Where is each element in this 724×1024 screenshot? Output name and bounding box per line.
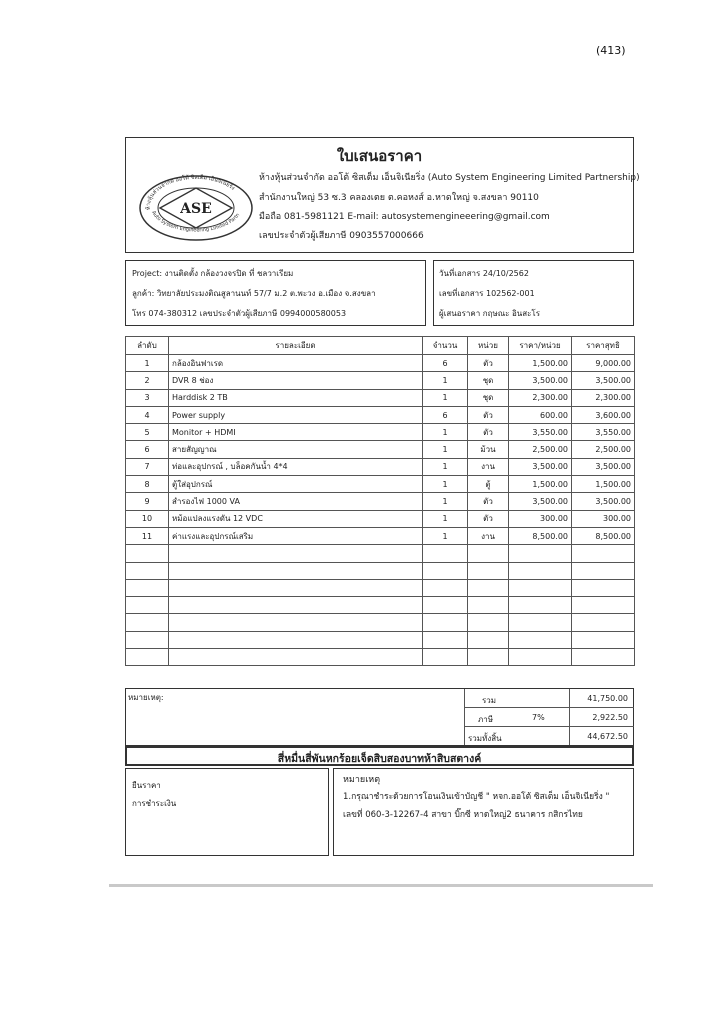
cell-net-price: 9,000.00	[572, 355, 635, 372]
cell-description: Power supply	[169, 406, 423, 423]
cell-net-price: 1,500.00	[572, 476, 635, 493]
cell-net-price: 8,500.00	[572, 527, 635, 544]
col-header-unit-price: ราคา/หน่วย	[509, 337, 572, 355]
empty-cell	[468, 545, 509, 562]
empty-cell	[126, 579, 169, 596]
cell-qty: 1	[423, 476, 468, 493]
page-number: (413)	[596, 44, 626, 57]
cell-unit: ตัว	[468, 355, 509, 372]
cell-no: 2	[126, 372, 169, 389]
table-empty-row	[126, 562, 635, 579]
col-header-net-price: ราคาสุทธิ	[572, 337, 635, 355]
cell-description: ค่าแรงและอุปกรณ์เสริม	[169, 527, 423, 544]
cell-description: Harddisk 2 TB	[169, 389, 423, 406]
cell-no: 4	[126, 406, 169, 423]
price-validity-label: ยืนราคา	[132, 781, 161, 790]
cell-qty: 1	[423, 527, 468, 544]
cell-unit-price: 3,550.00	[509, 424, 572, 441]
note-title: หมายเหตุ	[343, 775, 381, 785]
cell-description: สำรองไฟ 1000 VA	[169, 493, 423, 510]
empty-cell	[572, 579, 635, 596]
grand-total-value: 44,672.50	[587, 732, 628, 741]
cell-unit-price: 600.00	[509, 406, 572, 423]
empty-cell	[423, 545, 468, 562]
subtotal-label: รวม	[482, 696, 497, 705]
cell-description: DVR 8 ช่อง	[169, 372, 423, 389]
empty-cell	[423, 579, 468, 596]
doc-date: วันที่เอกสาร 24/10/2562	[439, 269, 529, 278]
empty-cell	[572, 614, 635, 631]
empty-cell	[126, 649, 169, 666]
project-line: Project: งานติดตั้ง กล้องวงจรปิด ที่ ชลวาเรียม	[132, 269, 294, 278]
cell-description: ตู้ใส่อุปกรณ์	[169, 476, 423, 493]
cell-unit-price: 1,500.00	[509, 476, 572, 493]
table-row	[126, 424, 635, 441]
empty-cell	[509, 597, 572, 614]
logo-text: ASE	[180, 201, 212, 217]
cell-qty: 1	[423, 441, 468, 458]
logo-ring-top-text: ห้างหุ้นส่วนจำกัด ออโต้ ซิสเต็ม เอ็นจิเนียริ่ง	[145, 174, 236, 211]
cell-qty: 1	[423, 424, 468, 441]
empty-cell	[468, 597, 509, 614]
logo-ring-bottom-text: Auto System Engineering Limited Partn	[150, 209, 242, 234]
empty-cell	[169, 579, 423, 596]
document-title: ใบเสนอราคา	[336, 147, 423, 165]
company-header	[125, 137, 640, 253]
amount-in-words: สี่หมื่นสี่พันหกร้อยเจ็ดสิบสองบาทห้าสิบสตางค์	[277, 753, 482, 765]
cell-unit: งาน	[468, 458, 509, 475]
cell-unit-price: 300.00	[509, 510, 572, 527]
amount-in-words-box	[125, 746, 634, 766]
cell-description: Monitor + HDMI	[169, 424, 423, 441]
note-line-2: เลขที่ 060-3-12267-4 สาขา บิ๊กซี หาดใหญ่2 ธนาคาร กสิกรไทย	[343, 810, 583, 820]
cell-no: 9	[126, 493, 169, 510]
cell-net-price: 2,300.00	[572, 389, 635, 406]
empty-cell	[572, 562, 635, 579]
empty-cell	[468, 631, 509, 648]
empty-cell	[509, 631, 572, 648]
table-empty-row	[126, 614, 635, 631]
cell-qty: 1	[423, 510, 468, 527]
empty-cell	[572, 597, 635, 614]
cell-description: สายสัญญาณ	[169, 441, 423, 458]
customer-line: ลูกค้า: วิทยาลัยประมงติณสูลานนท์ 57/7 ม.2 ต.พะวง อ.เมือง จ.สงขลา	[132, 289, 376, 298]
table-empty-row	[126, 579, 635, 596]
cell-description: ท่อและอุปกรณ์ , บล็อคกันน้ำ 4*4	[169, 458, 423, 475]
empty-cell	[169, 649, 423, 666]
cell-unit-price: 2,300.00	[509, 389, 572, 406]
cell-unit: ชุด	[468, 389, 509, 406]
cell-unit: ตัว	[468, 424, 509, 441]
empty-cell	[126, 631, 169, 648]
subtotal-value: 41,750.00	[587, 694, 628, 703]
empty-cell	[126, 597, 169, 614]
empty-cell	[423, 649, 468, 666]
document-info	[433, 260, 634, 326]
cell-unit-price: 1,500.00	[509, 355, 572, 372]
col-header-description: รายละเอียด	[169, 337, 423, 355]
remark-label: หมายเหตุ:	[128, 693, 164, 702]
payment-terms-label: การชำระเงิน	[132, 799, 177, 808]
cell-unit: ตัว	[468, 406, 509, 423]
empty-cell	[509, 614, 572, 631]
cell-no: 7	[126, 458, 169, 475]
empty-cell	[572, 631, 635, 648]
cell-net-price: 3,600.00	[572, 406, 635, 423]
empty-cell	[468, 579, 509, 596]
cell-qty: 1	[423, 372, 468, 389]
empty-cell	[169, 597, 423, 614]
table-empty-row	[126, 649, 635, 666]
cell-no: 3	[126, 389, 169, 406]
cell-unit: ชุด	[468, 372, 509, 389]
table-row	[126, 372, 635, 389]
cell-no: 1	[126, 355, 169, 372]
table-row	[126, 458, 635, 475]
empty-cell	[423, 562, 468, 579]
cell-no: 8	[126, 476, 169, 493]
customer-phone-line: โทร 074-380312 เลขประจำตัวผู้เสียภาษี 0994000580053	[132, 309, 347, 318]
table-row	[126, 527, 635, 544]
empty-cell	[423, 614, 468, 631]
empty-cell	[126, 545, 169, 562]
table-row	[126, 389, 635, 406]
cell-unit-price: 2,500.00	[509, 441, 572, 458]
doc-number: เลขที่เอกสาร 102562-001	[439, 289, 535, 298]
cell-unit-price: 3,500.00	[509, 372, 572, 389]
table-empty-row	[126, 545, 635, 562]
table-header-row	[126, 337, 635, 355]
empty-cell	[169, 562, 423, 579]
cell-net-price: 3,550.00	[572, 424, 635, 441]
table-row	[126, 441, 635, 458]
cell-qty: 1	[423, 389, 468, 406]
cell-description: หม้อแปลงแรงดัน 12 VDC	[169, 510, 423, 527]
cell-qty: 6	[423, 406, 468, 423]
empty-cell	[126, 562, 169, 579]
col-header-no: ลำดับ	[126, 337, 169, 355]
company-contact: มือถือ 081-5981121 E-mail: autosystemengineeering@gmail.com	[259, 212, 550, 222]
cell-net-price: 2,500.00	[572, 441, 635, 458]
table-row	[126, 510, 635, 527]
empty-cell	[126, 614, 169, 631]
cell-unit: ตัว	[468, 510, 509, 527]
doc-proposer: ผู้เสนอราคา กฤษณะ อินสะโร	[439, 309, 541, 318]
table-empty-row	[126, 631, 635, 648]
empty-cell	[468, 614, 509, 631]
cell-net-price: 3,500.00	[572, 458, 635, 475]
table-row	[126, 406, 635, 423]
col-header-unit: หน่วย	[468, 337, 509, 355]
empty-cell	[572, 545, 635, 562]
cell-unit-price: 3,500.00	[509, 493, 572, 510]
empty-cell	[509, 649, 572, 666]
cell-net-price: 300.00	[572, 510, 635, 527]
cell-net-price: 3,500.00	[572, 493, 635, 510]
empty-cell	[423, 631, 468, 648]
cell-unit: ม้วน	[468, 441, 509, 458]
cell-qty: 1	[423, 493, 468, 510]
cell-unit-price: 8,500.00	[509, 527, 572, 544]
cell-description: กล้องอินฟาเรด	[169, 355, 423, 372]
company-name: ห้างหุ้นส่วนจำกัด ออโต้ ซิสเต็ม เอ็นจิเนียริ่ง (Auto System Engineering Limited Partnership)	[259, 173, 640, 183]
cell-unit: ตัว	[468, 493, 509, 510]
empty-cell	[509, 545, 572, 562]
empty-cell	[468, 562, 509, 579]
vat-label: ภาษี	[478, 715, 494, 724]
empty-cell	[169, 545, 423, 562]
totals-section	[125, 688, 634, 746]
grand-total-label: รวมทั้งสิ้น	[468, 734, 502, 743]
company-logo	[136, 172, 256, 246]
cell-no: 11	[126, 527, 169, 544]
note-line-1: 1.กรุณาชำระด้วยการโอนเงินเข้าบัญชี " หจก.ออโต้ ซิสเต็ม เอ็นจิเนียริ่ง "	[343, 792, 610, 802]
empty-cell	[572, 649, 635, 666]
company-address: สำนักงานใหญ่ 53 ซ.3 คลองเตย ต.คอหงส์ อ.หาดใหญ่ จ.สงขลา 90110	[259, 193, 539, 203]
table-row	[126, 493, 635, 510]
col-header-qty: จำนวน	[423, 337, 468, 355]
cell-unit: ตู้	[468, 476, 509, 493]
empty-cell	[468, 649, 509, 666]
cell-qty: 6	[423, 355, 468, 372]
customer-info	[125, 260, 426, 326]
page-footer-line	[109, 884, 653, 887]
table-row	[126, 476, 635, 493]
table-row	[126, 355, 635, 372]
cell-unit: งาน	[468, 527, 509, 544]
empty-cell	[169, 631, 423, 648]
vat-value: 2,922.50	[592, 713, 628, 722]
terms-box	[125, 768, 329, 856]
empty-cell	[423, 597, 468, 614]
company-tax-id: เลขประจำตัวผู้เสียภาษี 0903557000666	[259, 231, 424, 241]
table-body	[126, 355, 635, 666]
empty-cell	[509, 579, 572, 596]
empty-cell	[169, 614, 423, 631]
notes-box	[333, 768, 634, 856]
items-table	[125, 336, 635, 666]
cell-no: 10	[126, 510, 169, 527]
table-empty-row	[126, 597, 635, 614]
cell-unit-price: 3,500.00	[509, 458, 572, 475]
cell-net-price: 3,500.00	[572, 372, 635, 389]
empty-cell	[509, 562, 572, 579]
vat-rate: 7%	[532, 713, 545, 722]
cell-no: 6	[126, 441, 169, 458]
cell-qty: 1	[423, 458, 468, 475]
cell-no: 5	[126, 424, 169, 441]
